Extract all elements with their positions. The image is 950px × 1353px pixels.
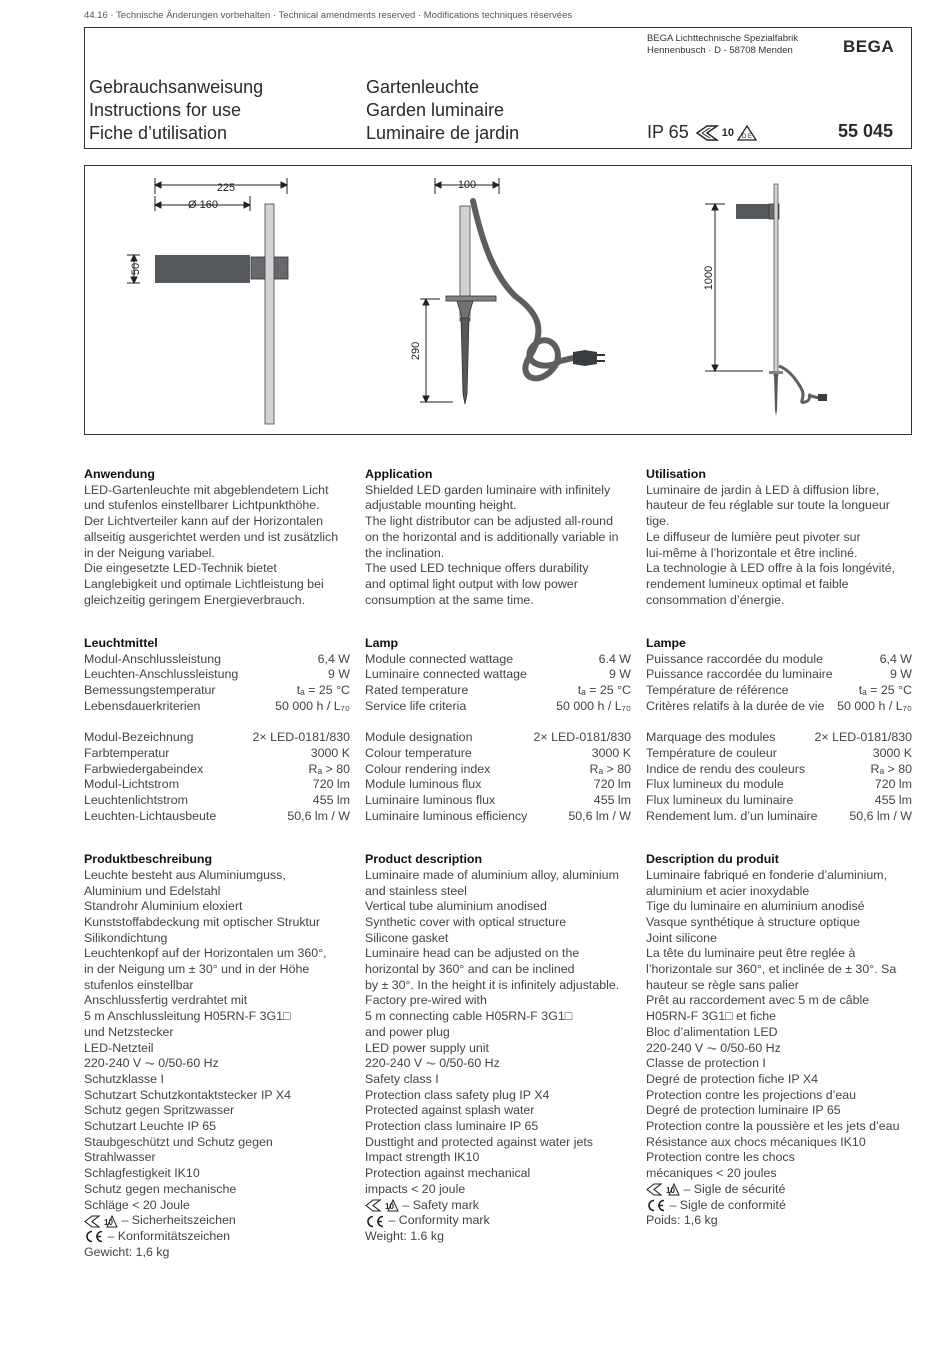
ip-rating: IP 65 [647, 122, 689, 142]
doc-title-de: Gebrauchsanweisung [89, 77, 264, 97]
ce-mark-icon [84, 1230, 104, 1243]
brand-logo: BEGA [843, 37, 895, 56]
ce-mark-icon [646, 1199, 666, 1212]
power-plug [573, 350, 597, 366]
svg-text:D E: D E [741, 133, 752, 140]
safety-mark-icon [646, 1183, 680, 1196]
heading-application-en: Application [365, 467, 433, 481]
conformity-mark-text-en: – Conformity mark [388, 1213, 490, 1228]
dimension-50: 50 [130, 262, 142, 276]
revision-note: 44.16 · Technische Änderungen vorbehalten · Technical amendments reserved · Modifications techniques réservées [84, 10, 573, 21]
safety-mark-text-en: – Safety mark [402, 1197, 479, 1212]
ip-rating-row [647, 122, 757, 143]
column-fr [646, 467, 912, 1229]
application-text-fr: Luminaire de jardin à LED à diffusion libre, hauteur de feu réglable sur toute la longueur tige. Le diffuseur de lumière peut pivoter sur lui-même à l’horizontale et être incliné. La technologie à LED offre à la fois longévité, rendement lumineux optimal et faible consommation d’énergie. [646, 482, 896, 607]
safety-mark-icon [365, 1199, 399, 1212]
svg-text:10: 10 [666, 1186, 675, 1196]
heading-application-fr: Utilisation [646, 467, 706, 481]
lamp-specs-fr: Puissance raccordée du module 6,4 W Puissance raccordée du luminaire 9 W Température de référence tₐ = 25 °C Critères relatifs à la durée de vie 50 000 h / L₇₀ Marquage des modules 2× LED-0181/830 Température de couleur 3000 K Indice de rendu des couleurs Rₐ > 80 Flux lumineux du module 720 lm Flux lumineux du luminaire 455 lm Rendement lum. d’un luminaire 50,6 lm / W [646, 651, 912, 823]
luminaire-head [155, 255, 250, 283]
document-type [89, 76, 263, 145]
ce-mark-icon [365, 1215, 385, 1228]
company-address [647, 33, 798, 57]
application-text-en: Shielded LED garden luminaire with infinitely adjustable mounting height. The light distributor can be adjusted all-round on the horizontal and is additionally variable in the inclination. The used LED technique offers durability and optimal light output with low power consumption at the same time. [365, 482, 619, 607]
dimension-160: Ø 160 [188, 199, 218, 211]
product-name-de: Gartenleuchte [366, 77, 480, 97]
lamp-specs-en: Module connected wattage 6.4 W Luminaire connected wattage 9 W Rated temperature tₐ = 25 °C Service life criteria 50 000 h / L₇₀ Module designation 2× LED-0181/830 Colour temperature 3000 K Colour rendering index Rₐ > 80 Module luminous flux 720 lm Luminaire luminous flux 455 lm Luminaire luminous efficiency 50,6 lm / W [365, 651, 631, 823]
company-location: Hennenbusch · D - 58708 Menden [647, 45, 793, 56]
doc-title-en: Instructions for use [89, 100, 242, 120]
product-text-fr: Luminaire fabriqué en fonderie d’aluminium, aluminium et acier inoxydable Tige du luminaire en aluminium anodisé Vasque synthétique à structure optique Joint silicone La tête du luminaire peut être reglée à l’horizontale sur 360°, et inclinée de ± 30°. Sa hauteur se règle sans palier Prêt au raccordement avec 5 m de câble H05RN-F 3G1□ et fiche Bloc d’alimentation LED 220-240 V ⏦ 0/50-60 Hz Classe de protection I Degré de protection fiche IP X4 Protection contre les projections d’eau Degré de protection luminaire IP 65 Protection contre la poussière et les jets d’eau Résistance aux chocs mécaniques IK10 Protection contre les chocs mécaniques < 20 joules 10 – Sigle de sécurité – Sigle de conformité Poids: 1,6 kg [646, 868, 912, 1229]
heading-lamp-en: Lamp [365, 636, 399, 651]
cert-number: 10 [721, 126, 734, 139]
doc-title-fr: Fiche d’utilisation [89, 123, 228, 143]
ground-spike [461, 318, 469, 404]
vertical-tube [265, 204, 274, 424]
product-text-en: Luminaire made of aluminium alloy, aluminium and stainless steel Vertical tube aluminium anodised Synthetic cover with optical structure Silicone gasket Luminaire head can be adjusted on the horizontal by 360° and can be inclined by ± 30°. In the height it is infinitely adjustable. Factory pre-wired with 5 m connecting cable H05RN-F 3G1□ and power plug LED power supply unit 220-240 V ⏦ 0/50-60 Hz Safety class I Protection class safety plug IP X4 Protected against splash water Protection class luminaire IP 65 Dusttight and protected against water jets Impact strength IK10 Protection against mechanical impacts < 20 joule 10 – Safety mark – Conformity mark Weight: 1.6 kg [365, 868, 631, 1245]
product-name [366, 76, 519, 145]
column-en [365, 467, 631, 1245]
heading-product-fr: Description du produit [646, 852, 779, 867]
company-name: BEGA Lichttechnische Spezialfabrik [647, 33, 799, 44]
column-de [84, 467, 350, 1260]
heading-lamp-fr: Lampe [646, 636, 686, 651]
safety-mark-text-de: – Sicherheitszeichen [121, 1213, 236, 1228]
product-name-en: Garden luminaire [366, 100, 505, 120]
conformity-mark-text-fr: – Sigle de conformité [669, 1197, 786, 1212]
dimension-290: 290 [410, 341, 422, 361]
heading-application-de: Anwendung [84, 467, 155, 481]
enec-mark-icon [695, 125, 757, 141]
heading-product-en: Product description [365, 852, 483, 867]
dimension-1000: 1000 [703, 265, 715, 291]
heading-lamp-de: Leuchtmittel [84, 636, 158, 651]
luminaire-drawings [85, 166, 913, 436]
conformity-mark-text-de: – Konformitätszeichen [107, 1229, 231, 1243]
article-number: 55 045 [838, 121, 894, 141]
lamp-specs-de: Modul-Anschlussleistung 6,4 W Leuchten-Anschlussleistung 9 W Bemessungstemperatur tₐ = 25 °C Lebensdauerkriterien 50 000 h / L₇₀ Modul-Bezeichnung 2× LED-0181/830 Farbtemperatur 3000 K Farbwiedergabeindex Rₐ > 80 Modul-Lichtstrom 720 lm Leuchtenlichtstrom 455 lm Leuchten-Lichtausbeute 50,6 lm / W [84, 651, 350, 823]
safety-mark-text-fr: – Sigle de sécurité [683, 1181, 786, 1196]
weight-fr: Poids: 1,6 kg [646, 1213, 718, 1228]
power-cable [473, 201, 573, 378]
dimension-225: 225 [216, 182, 236, 194]
product-text-de: Leuchte besteht aus Aluminiumguss, Aluminium und Edelstahl Standrohr Aluminium eloxiert Kunststoffabdeckung mit optischer Struktur Silikondichtung Leuchtenkopf auf der Horizontalen um 360°, in der Neigung um ± 30° und in der Höhe stufenlos einstellbar Anschlussfertig verdrahtet mit 5 m Anschlussleitung H05RN-F 3G1□ und Netzstecker LED-Netzteil 220-240 V ⏦ 0/50-60 Hz Schutzklasse I Schutzart Schutzkontaktstecker IP X4 Schutz gegen Spritzwasser Schutzart Leuchte IP 65 Staubgeschützt und Schutz gegen Strahlwasser Schlagfestigkeit IK10 Schutz gegen mechanische Schläge < 20 Joule 10 – Sicherheitszeichen – Konformitätszeichen Gewicht: 1,6 kg [84, 868, 350, 1261]
weight-en: Weight: 1.6 kg [365, 1229, 444, 1243]
dimension-100: 100 [457, 179, 477, 191]
application-text-de: LED-Gartenleuchte mit abgeblendetem Licht und stufenlos einstellbarer Lichtpunkthöhe. Der Lichtverteiler kann auf der Horizontalen allseitig ausgerichtet werden und ist zusätzlich in der Neigung variabel. Die eingesetzte LED-Technik bietet Langlebigkeit und optimale Lichtleistung bei gleichzeitig geringem Energieverbrauch. [84, 482, 339, 607]
svg-text:10: 10 [385, 1201, 394, 1211]
svg-text:10: 10 [104, 1217, 113, 1227]
heading-product-de: Produktbeschreibung [84, 852, 213, 867]
weight-de: Gewicht: 1,6 kg [84, 1244, 170, 1259]
technical-drawing [84, 165, 912, 435]
product-name-fr: Luminaire de jardin [366, 123, 520, 143]
safety-mark-icon [84, 1215, 118, 1228]
